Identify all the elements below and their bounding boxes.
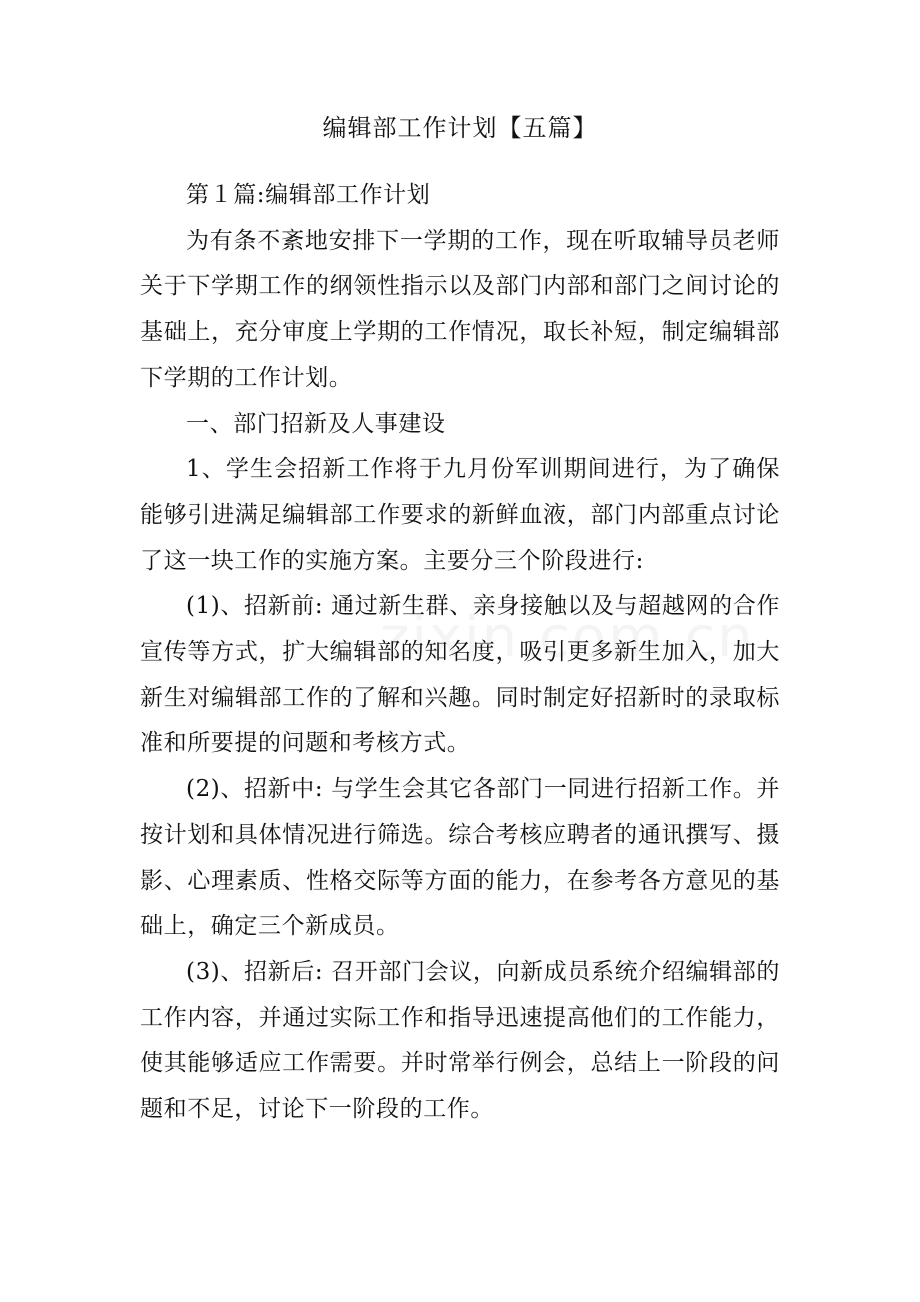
document-title: 编辑部工作计划【五篇】 (322, 114, 598, 142)
body-paragraph: (2)、招新中: 与学生会其它各部门一同进行招新工作。并按计划和具体情况进行筛选。综合考核应聘者的通讯撰写、摄影、心理素质、性格交际等方面的能力，在参考各方意见的基础上，确定三个新成员。 (140, 776, 780, 940)
body-paragraph: 1、学生会招新工作将于九月份军训期间进行，为了确保能够引进满足编辑部工作要求的新鲜血液，部门内部重点讨论了这一块工作的实施方案。主要分三个阶段进行: (140, 456, 780, 574)
section-heading: 第１篇:编辑部工作计划 (186, 182, 431, 208)
body-paragraph: (3)、招新后: 召开部门会议，向新成员系统介绍编辑部的工作内容，并通过实际工作和指导迅速提高他们的工作能力，使其能够适应工作需要。并时常举行例会，总结上一阶段的问题和不足，讨论下一阶段的工作。 (140, 958, 780, 1123)
document-body (140, 173, 780, 1133)
body-paragraph: (1)、招新前: 通过新生群、亲身接触以及与超越网的合作宣传等方式，扩大编辑部的知名度，吸引更多新生加入，加大新生对编辑部工作的了解和兴趣。同时制定好招新时的录取标准和所要提的问题和考核方式。 (140, 593, 780, 757)
intro-paragraph: 为有条不紊地安排下一学期的工作，现在听取辅导员老师关于下学期工作的纲领性指示以及部门内部和部门之间讨论的基础上，充分审度上学期的工作情况，取长补短，制定编辑部下学期的工作计划。 (140, 227, 780, 391)
section-heading: 一、部门招新及人事建设 (186, 410, 446, 437)
